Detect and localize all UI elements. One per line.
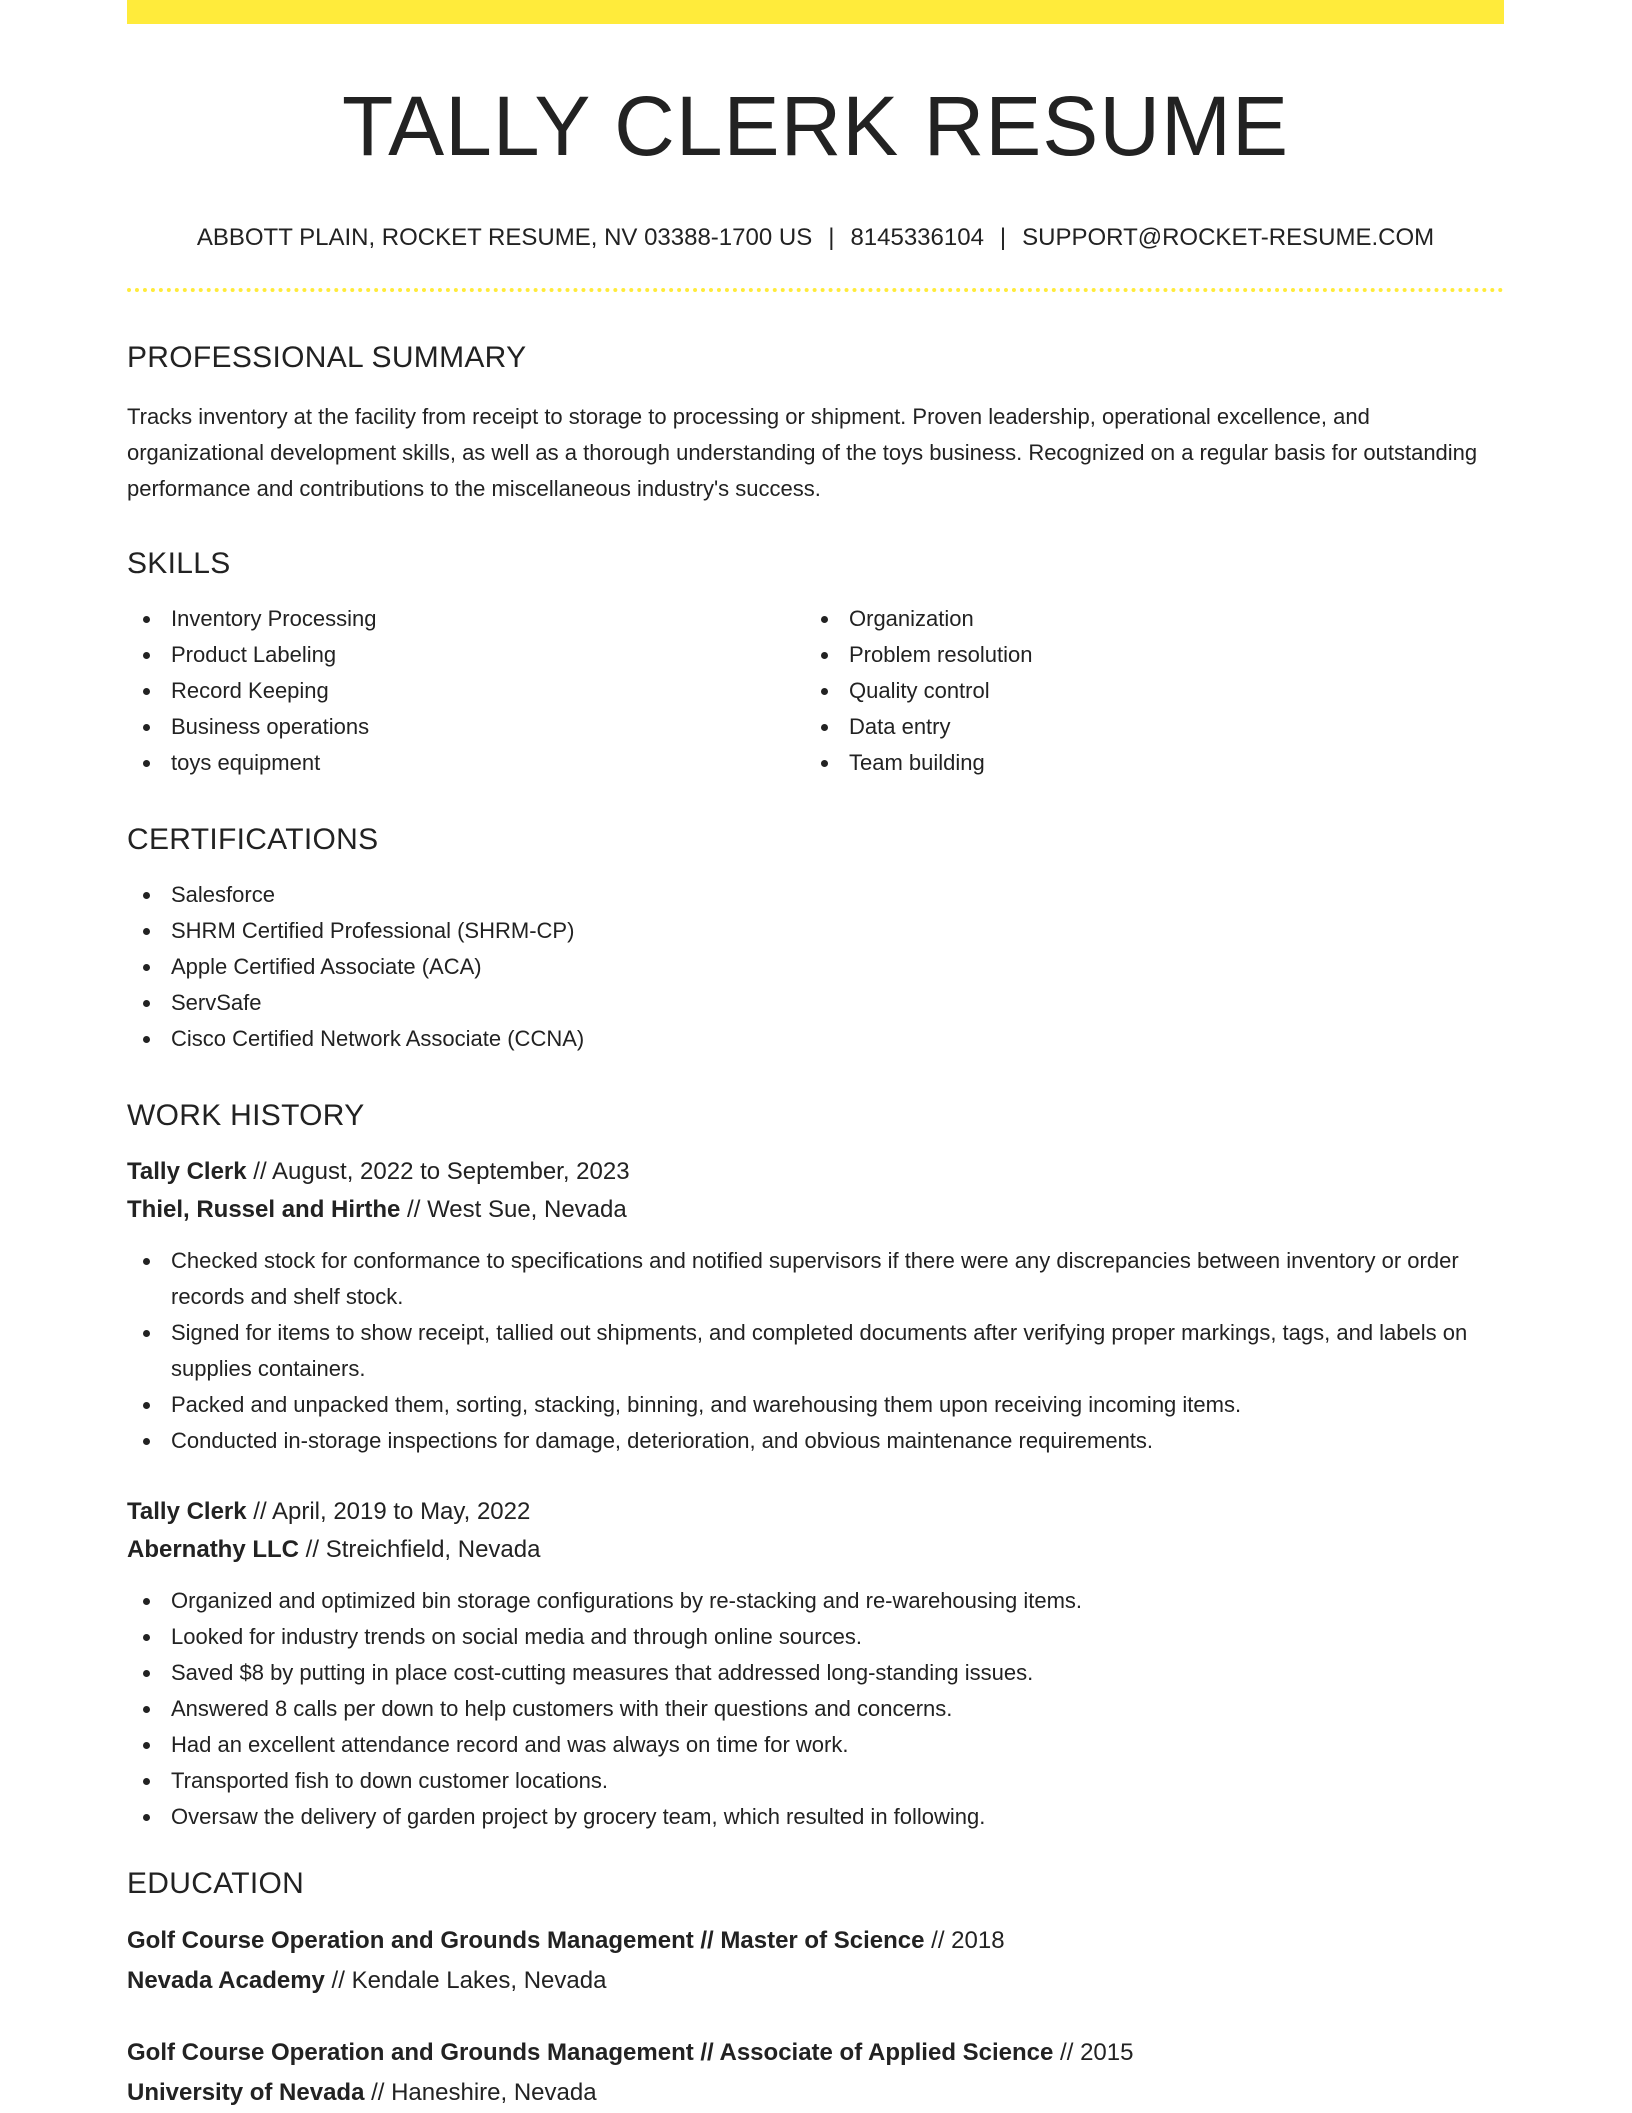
skill-item: Data entry bbox=[805, 709, 1483, 745]
education-year: // 2015 bbox=[1053, 2039, 1134, 2066]
job-title-line bbox=[127, 1153, 1504, 1191]
skills-heading: SKILLS bbox=[127, 547, 231, 580]
education-school-line bbox=[127, 1961, 1504, 2001]
skills-section bbox=[127, 549, 1504, 781]
certifications-list bbox=[127, 877, 1504, 1057]
skills-column-right bbox=[805, 601, 1483, 781]
job-bullet: Transported fish to down customer locations. bbox=[127, 1763, 1504, 1799]
job-bullet: Oversaw the delivery of garden project by grocery team, which resulted in following. bbox=[127, 1799, 1504, 1835]
education-program-line bbox=[127, 1921, 1504, 1961]
education-location: // Kendale Lakes, Nevada bbox=[324, 1967, 607, 1994]
job-title-line bbox=[127, 1493, 1504, 1531]
job-bullet: Signed for items to show receipt, tallied out shipments, and completed documents after verifying proper markings, tags, and labels on supplies containers. bbox=[127, 1315, 1504, 1387]
education-school-line bbox=[127, 2073, 1504, 2113]
job-company-line bbox=[127, 1531, 1504, 1569]
skill-item: Problem resolution bbox=[805, 637, 1483, 673]
skills-list-right bbox=[805, 601, 1483, 781]
education-entry bbox=[127, 2033, 1504, 2113]
job-bullet: Looked for industry trends on social media and through online sources. bbox=[127, 1619, 1504, 1655]
job-dates: // April, 2019 to May, 2022 bbox=[246, 1498, 531, 1525]
job-bullet: Answered 8 calls per down to help customers with their questions and concerns. bbox=[127, 1691, 1504, 1727]
job-bullet: Packed and unpacked them, sorting, stacking, binning, and warehousing them upon receiving incoming items. bbox=[127, 1387, 1504, 1423]
contact-line bbox=[127, 226, 1504, 250]
skill-item: toys equipment bbox=[127, 745, 805, 781]
contact-separator: | bbox=[828, 224, 835, 251]
job-dates: // August, 2022 to September, 2023 bbox=[246, 1158, 630, 1185]
education-school: Nevada Academy bbox=[127, 1967, 325, 1994]
header-divider bbox=[127, 288, 1504, 292]
contact-address: ABBOTT PLAIN, ROCKET RESUME, NV 03388-1700 US bbox=[196, 224, 813, 251]
education-location: // Haneshire, Nevada bbox=[364, 2079, 597, 2106]
skill-item: Quality control bbox=[805, 673, 1483, 709]
skill-item: Business operations bbox=[127, 709, 805, 745]
job-company-line bbox=[127, 1191, 1504, 1229]
education-program: Golf Course Operation and Grounds Management // Associate of Applied Science bbox=[127, 2039, 1054, 2066]
job-bullet: Conducted in-storage inspections for damage, deterioration, and obvious maintenance requirements. bbox=[127, 1423, 1504, 1459]
job-location: // Streichfield, Nevada bbox=[299, 1536, 541, 1563]
summary-text: Tracks inventory at the facility from receipt to storage to processing or shipment. Proven leadership, operational excellence, and organizational development skills, as well as a thorough understanding of the toys business. Recognized on a regular basis for outstanding performance and contributions to the miscellaneous industry's success. bbox=[127, 404, 1478, 501]
certification-item: ServSafe bbox=[127, 985, 1504, 1021]
skill-item: Product Labeling bbox=[127, 637, 805, 673]
job-bullets bbox=[127, 1243, 1504, 1459]
job-role: Tally Clerk bbox=[127, 1158, 247, 1185]
job-company: Abernathy LLC bbox=[127, 1536, 300, 1563]
education-section bbox=[127, 1869, 1504, 2113]
contact-separator: | bbox=[999, 224, 1007, 251]
education-program-line bbox=[127, 2033, 1504, 2073]
job-bullets bbox=[127, 1583, 1504, 1835]
certification-item: Cisco Certified Network Associate (CCNA) bbox=[127, 1021, 1504, 1057]
job-bullet: Organized and optimized bin storage configurations by re-stacking and re-warehousing items. bbox=[127, 1583, 1504, 1619]
certification-item: Salesforce bbox=[127, 877, 1504, 913]
certification-item: Apple Certified Associate (ACA) bbox=[127, 949, 1504, 985]
education-year: // 2018 bbox=[924, 1927, 1005, 1954]
education-school: University of Nevada bbox=[127, 2079, 365, 2106]
skill-item: Inventory Processing bbox=[127, 601, 805, 637]
education-program: Golf Course Operation and Grounds Management // Master of Science bbox=[127, 1927, 925, 1954]
certification-item: SHRM Certified Professional (SHRM-CP) bbox=[127, 913, 1504, 949]
summary-heading: PROFESSIONAL SUMMARY bbox=[127, 341, 527, 374]
job-bullet: Saved $8 by putting in place cost-cutting measures that addressed long-standing issues. bbox=[127, 1655, 1504, 1691]
contact-email: SUPPORT@ROCKET-RESUME.COM bbox=[1022, 224, 1435, 251]
skill-item: Record Keeping bbox=[127, 673, 805, 709]
education-heading: EDUCATION bbox=[127, 1867, 305, 1900]
certifications-heading: CERTIFICATIONS bbox=[127, 823, 379, 856]
accent-top-bar bbox=[127, 0, 1504, 24]
resume-page bbox=[127, 0, 1504, 2112]
work-history-section bbox=[127, 1101, 1504, 1835]
skill-item: Team building bbox=[805, 745, 1483, 781]
skills-grid bbox=[127, 601, 1504, 781]
skills-column-left bbox=[127, 601, 805, 781]
skill-item: Organization bbox=[805, 601, 1483, 637]
summary-section bbox=[127, 343, 1504, 507]
education-entry bbox=[127, 1921, 1504, 2001]
certifications-section bbox=[127, 825, 1504, 1057]
job-entry bbox=[127, 1493, 1504, 1835]
skills-list-left bbox=[127, 601, 805, 781]
resume-title: TALLY CLERK RESUME bbox=[342, 79, 1289, 173]
job-bullet: Had an excellent attendance record and was always on time for work. bbox=[127, 1727, 1504, 1763]
job-role: Tally Clerk bbox=[127, 1498, 247, 1525]
job-company: Thiel, Russel and Hirthe bbox=[127, 1196, 401, 1223]
job-bullet: Checked stock for conformance to specifications and notified supervisors if there were any discrepancies between inventory or order records and shelf stock. bbox=[127, 1243, 1504, 1315]
job-entry bbox=[127, 1153, 1504, 1459]
contact-phone: 8145336104 bbox=[850, 224, 984, 251]
job-location: // West Sue, Nevada bbox=[400, 1196, 627, 1223]
work-history-heading: WORK HISTORY bbox=[127, 1099, 365, 1132]
